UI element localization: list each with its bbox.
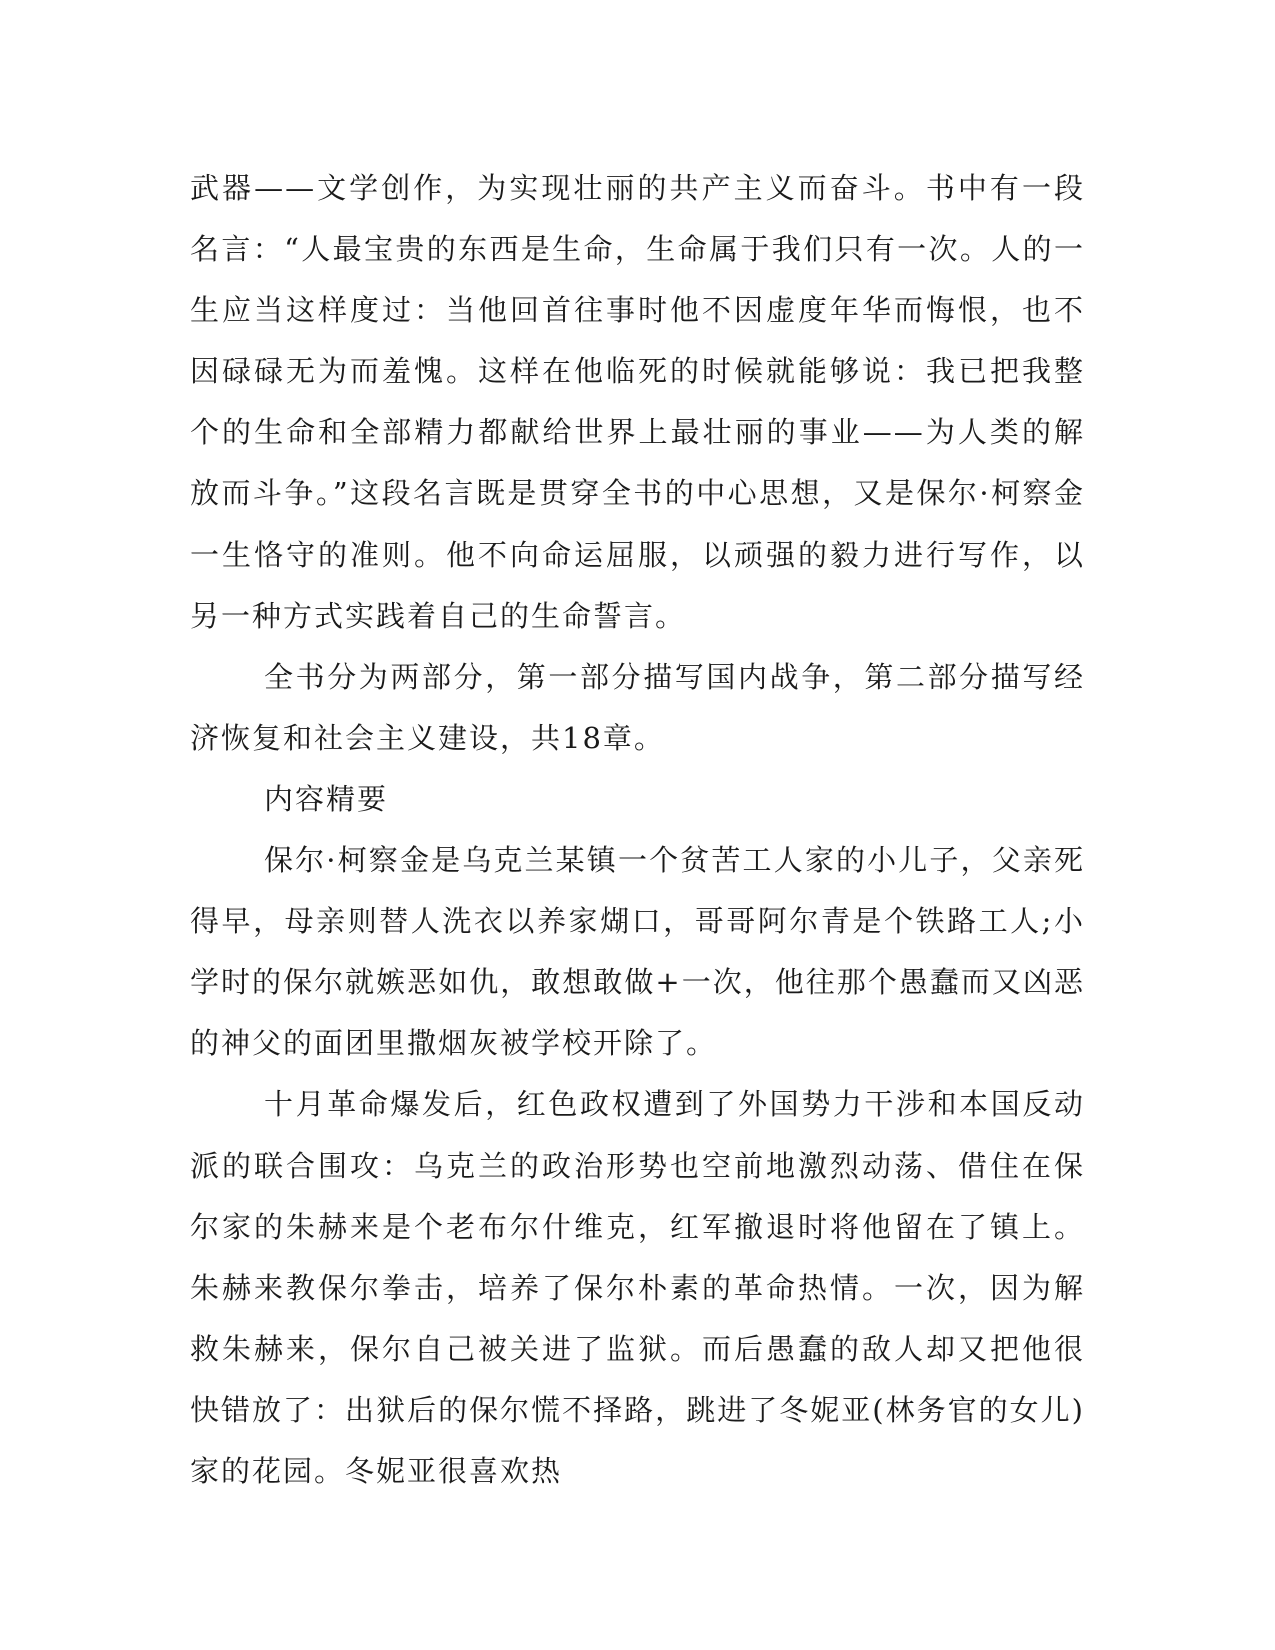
document-body: [190, 158, 1085, 1502]
paragraph-quote: 武器——文学创作，为实现壮丽的共产主义而奋斗。书中有一段名言：“人最宝贵的东西是生命，生命属于我们只有一次。人的一生应当这样度过：当他回首往事时他不因虚度年华而悔恨，也不因碌碌无为而羞愧。这样在他临死的时候就能够说：我已把我整个的生命和全部精力都献给世界上最壮丽的事业——为人类的解放而斗争。”这段名言既是贯穿全书的中心思想，又是保尔·柯察金一生恪守的准则。他不向命运屈服，以顽强的毅力进行写作，以另一种方式实践着自己的生命誓言。: [190, 171, 1085, 633]
paragraph-structure: 全书分为两部分，第一部分描写国内战争，第二部分描写经济恢复和社会主义建设，共18章。: [190, 659, 1085, 755]
section-heading: 内容精要: [264, 781, 389, 816]
paragraph-childhood: 保尔·柯察金是乌克兰某镇一个贫苦工人家的小儿子，父亲死得早，母亲则替人洗衣以养家煳口，哥哥阿尔青是个铁路工人;小学时的保尔就嫉恶如仇，敢想敢做+一次，他往那个愚蠢而又凶恶的神父的面团里撒烟灰被学校开除了。: [190, 843, 1085, 1061]
paragraph-revolution: 十月革命爆发后，红色政权遭到了外国势力干涉和本国反动派的联合围攻：乌克兰的政治形势也空前地激烈动荡、借住在保尔家的朱赫来是个老布尔什维克，红军撤退时将他留在了镇上。朱赫来教保尔拳击，培养了保尔朴素的革命热情。一次，因为解救朱赫来，保尔自己被关进了监狱。而后愚蠢的敌人却又把他很快错放了：出狱后的保尔慌不择路，跳进了冬妮亚(林务官的女儿)家的花园。冬妮亚很喜欢热: [190, 1087, 1085, 1488]
